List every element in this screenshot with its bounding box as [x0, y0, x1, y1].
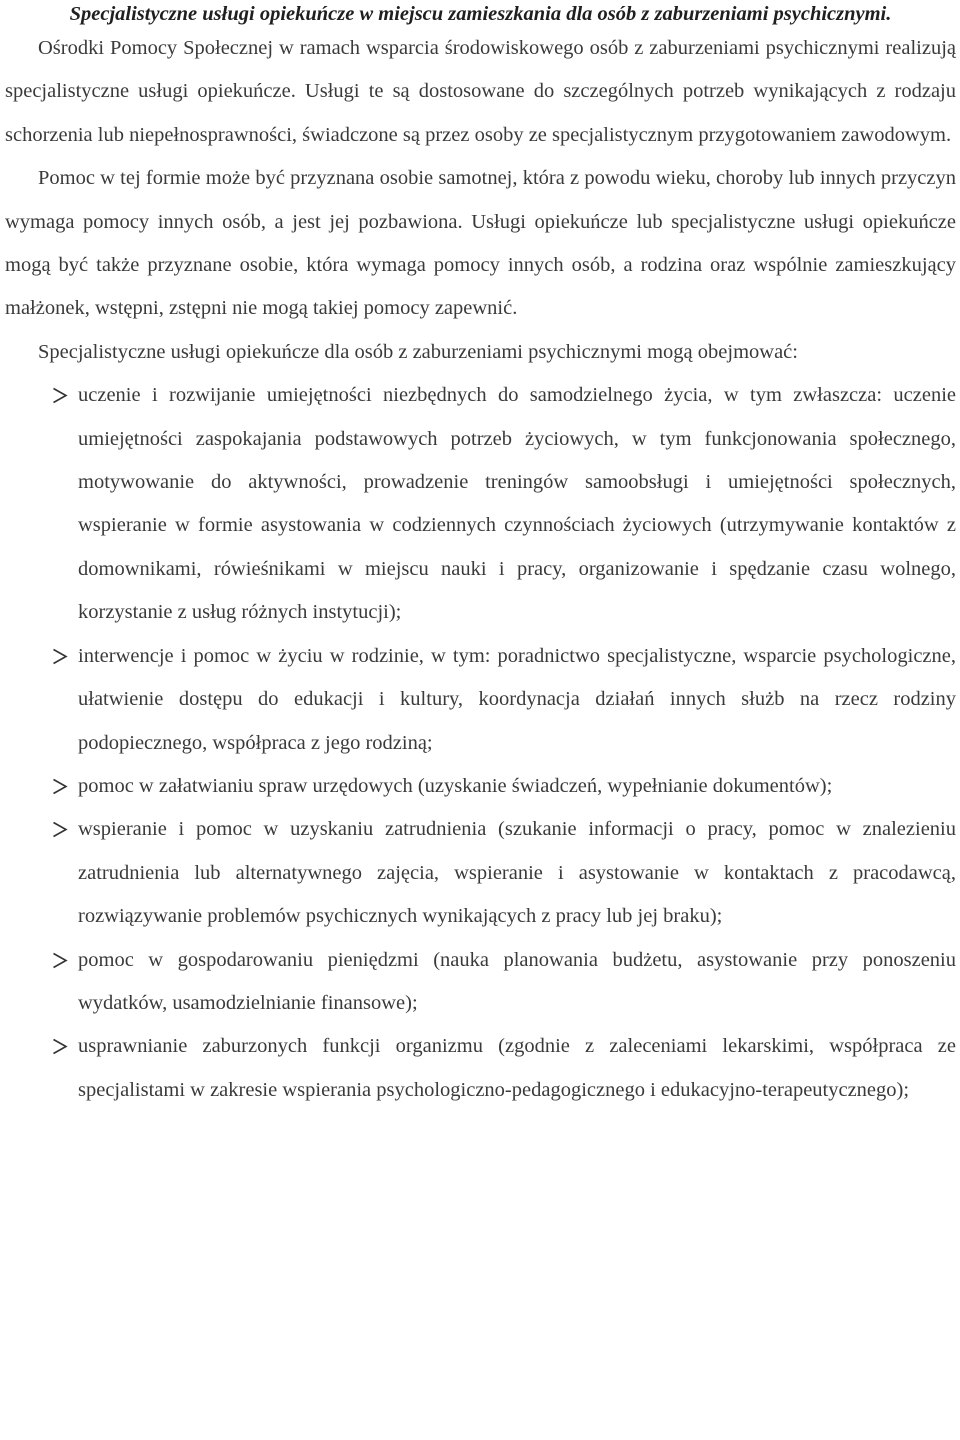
document-title: Specjalistyczne usługi opiekuńcze w miejscu zamieszkania dla osób z zaburzeniami psychicznymi. [69, 3, 892, 25]
list-item-text: interwencje i pomoc w życiu w rodzinie, w tym: poradnictwo specjalistyczne, wsparcie psychologiczne, ułatwienie dostępu do edukacji i kultury, koordynacja działań innych służb na rzecz rodziny podopiecznego, współpraca z jego rodziną; [78, 644, 956, 754]
arrowhead-bullet-icon [52, 778, 68, 795]
arrowhead-bullet-icon [52, 952, 68, 969]
eligibility-paragraph: Pomoc w tej formie może być przyznana osobie samotnej, która z powodu wieku, choroby lub innych przyczyn wymaga pomocy innych osób, a jest jej pozbawiona. Usługi opiekuńcze lub specjalistyczne usługi opiekuńcze mogą być także przyznane osobie, która wymaga pomocy innych osób, a rodzina oraz wspólnie zamieszkujący małżonek, wstępni, zstępni nie mogą takiej pomocy zapewnić. [5, 167, 956, 320]
arrowhead-bullet-icon [52, 821, 68, 838]
list-item-text: wspieranie i pomoc w uzyskaniu zatrudnienia (szukanie informacji o pracy, pomoc w znalezieniu zatrudnienia lub alternatywnego zajęcia, wspieranie i asystowanie w kontaktach z pracodawcą, rozwiązywanie problemów psychicznych wynikających z pracy lub jej braku); [78, 818, 956, 928]
scope-paragraph: Specjalistyczne usługi opiekuńcze dla osób z zaburzeniami psychicznymi mogą obejmować: [38, 340, 798, 363]
list-item [5, 808, 956, 938]
intro-paragraph: Ośrodki Pomocy Społecznej w ramach wsparcia środowiskowego osób z zaburzeniami psychicznymi realizują specjalistyczne usługi opiekuńcze. Usługi te są dostosowane do szczególnych potrzeb wynikających z rodzaju schorzenia lub niepełnosprawności, świadczone są przez osoby ze specjalistycznym przygotowaniem zawodowym. [5, 37, 956, 146]
list-item-text: pomoc w gospodarowaniu pieniędzmi (nauka planowania budżetu, asystowanie przy ponoszeniu wydatków, usamodzielnianie finansowe); [78, 948, 956, 1014]
arrowhead-bullet-icon [52, 648, 68, 665]
list-item [5, 939, 956, 1026]
list-item [5, 374, 956, 634]
list-item [5, 765, 956, 808]
services-list [5, 374, 956, 1112]
list-item [5, 635, 956, 765]
list-item-text: uczenie i rozwijanie umiejętności niezbędnych do samodzielnego życia, w tym zwłaszcza: uczenie umiejętności zaspokajania podstawowych potrzeb życiowych, w tym funkcjonowania społecznego, motywowanie do aktywności, prowadzenie treningów samoobsługi i umiejętności społecznych, wspieranie w formie asystowania w codziennych czynnościach życiowych (utrzymywanie kontaktów z domownikami, rówieśnikami w miejscu nauki i pracy, organizowanie i spędzanie czasu wolnego, korzystanie z usług różnych instytucji); [78, 384, 956, 624]
list-item [5, 1025, 956, 1112]
arrowhead-bullet-icon [52, 1038, 68, 1055]
list-item-text: usprawnianie zaburzonych funkcji organizmu (zgodnie z zaleceniami lekarskimi, współpraca ze specjalistami w zakresie wspierania psychologiczno-pedagogicznego i edukacyjno-terapeutycznego); [78, 1035, 956, 1101]
arrowhead-bullet-icon [52, 387, 68, 404]
list-item-text: pomoc w załatwianiu spraw urzędowych (uzyskanie świadczeń, wypełnianie dokumentów); [78, 774, 833, 797]
